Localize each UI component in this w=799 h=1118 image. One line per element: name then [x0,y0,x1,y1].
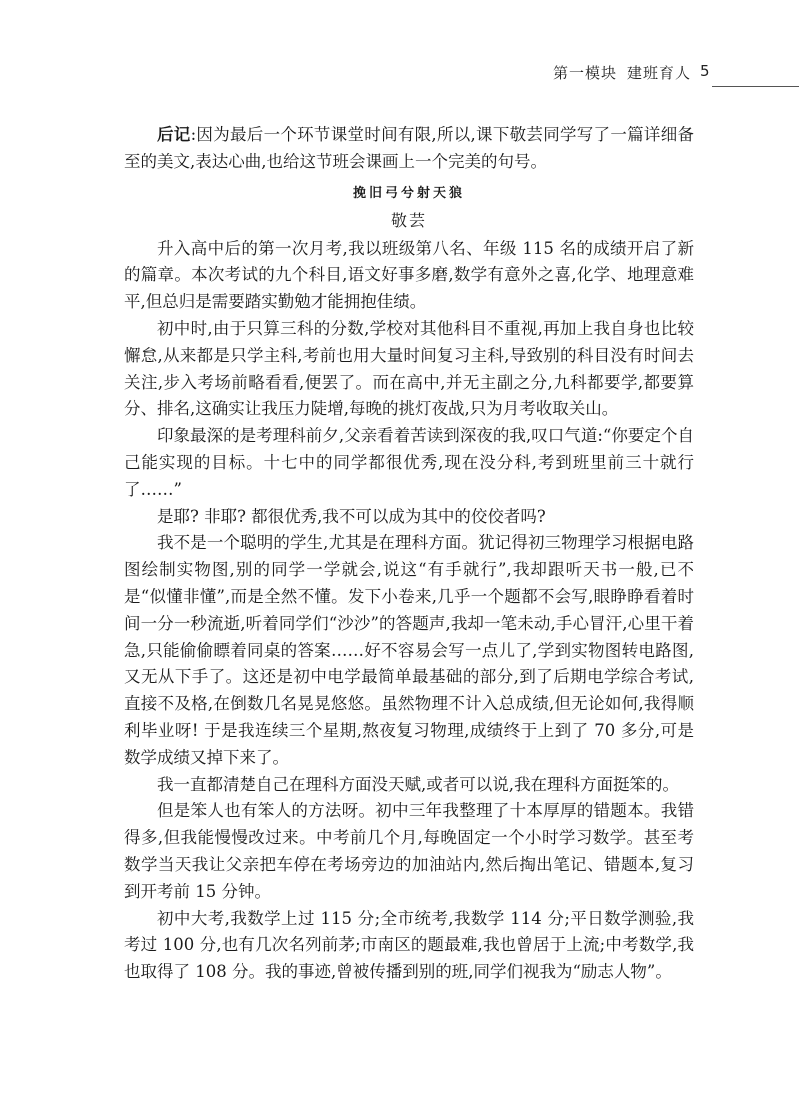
afterword-paragraph [124,122,694,176]
article-paragraph: 但是笨人也有笨人的方法呀。初中三年我整理了十本厚厚的错题本。我错得多,但我能慢慢改过来。中考前几个月,每晚固定一个小时学习数学。甚至考数学当天我让父亲把车停在考场旁边的加油站内,然后掏出笔记、错题本,复习到开考前 15 分钟。 [124,801,694,901]
article-paragraph: 初中大考,我数学上过 115 分;全市统考,我数学 114 分;平日数学测验,我考过 100 分,也有几次名列前茅;市南区的题最难,我也曾居于上流;中考数学,我也取得了 108 分。我的事迹,曾被传播到别的班,同学们视我为“励志人物”。 [124,908,694,982]
header-rule [712,86,799,87]
article-paragraph: 我一直都清楚自己在理科方面没天赋,或者可以说,我在理科方面挺笨的。 [157,774,679,794]
afterword-label: 后记 [157,125,191,144]
article-paragraph: 我不是一个聪明的学生,尤其是在理科方面。犹记得初三物理学习根据电路图绘制实物图,别的同学一学就会,说这“有手就行”,我却跟听天书一般,已不是“似懂非懂”,而是全然不懂。发下小卷来,几乎一个题都不会写,眼睁睁看着时间一分一秒流逝,听着同学们“沙沙”的答题声,我却一笔未动,手心冒汗,心里干着急,只能偷偷瞟着同桌的答案……好不容易会写一点儿了,学到实物图转电路图,又无从下手了。这还是初中电学最简单最基础的部分,到了后期电学综合考试,直接不及格,在倒数几名晃晃悠悠。虽然物理不计入总成绩,但无论如何,我得顺利毕业呀! 于是我连续三个星期,熬夜复习物理,成绩终于上到了 70 多分,可是数学成绩又掉下来了。 [124,533,694,767]
header-module: 第一模块 [552,64,617,82]
article-paragraph: 升入高中后的第一次月考,我以班级第八名、年级 115 名的成绩开启了新的篇章。本次考试的九个科目,语文好事多磨,数学有意外之喜,化学、地理意难平,但总归是需要踏实勤勉才能拥抱佳绩。 [124,238,694,312]
header-title [553,62,691,83]
page-body [124,122,694,986]
article-paragraph: 印象最深的是考理科前夕,父亲看着苦读到深夜的我,叹口气道:“你要定个自己能实现的目标。十七中的同学都很优秀,现在没分科,考到班里前三十就行了……” [124,426,694,499]
article-paragraph: 初中时,由于只算三科的分数,学校对其他科目不重视,再加上我自身也比较懈怠,从来都是只学主科,考前也用大量时间复习主科,导致别的科目没有时间去关注,步入考场前略看看,便罢了。而在高中,并无主副之分,九科都要学,都要算分、排名,这确实让我压力陡增,每晚的挑灯夜战,只为月考收取关山。 [124,318,694,419]
page-number: 5 [700,62,710,80]
article-author: 敬芸 [390,210,427,230]
header-section: 建班育人 [626,64,691,82]
article-paragraph: 是耶? 非耶? 都很优秀,我不可以成为其中的佼佼者吗? [157,506,546,526]
afterword-text: :因为最后一个环节课堂时间有限,所以,课下敬芸同学写了一篇详细备至的美文,表达心曲,也给这节班会课画上一个完美的句号。 [124,125,694,171]
running-header [0,60,799,90]
article-title: 挽旧弓兮射天狼 [352,185,465,201]
